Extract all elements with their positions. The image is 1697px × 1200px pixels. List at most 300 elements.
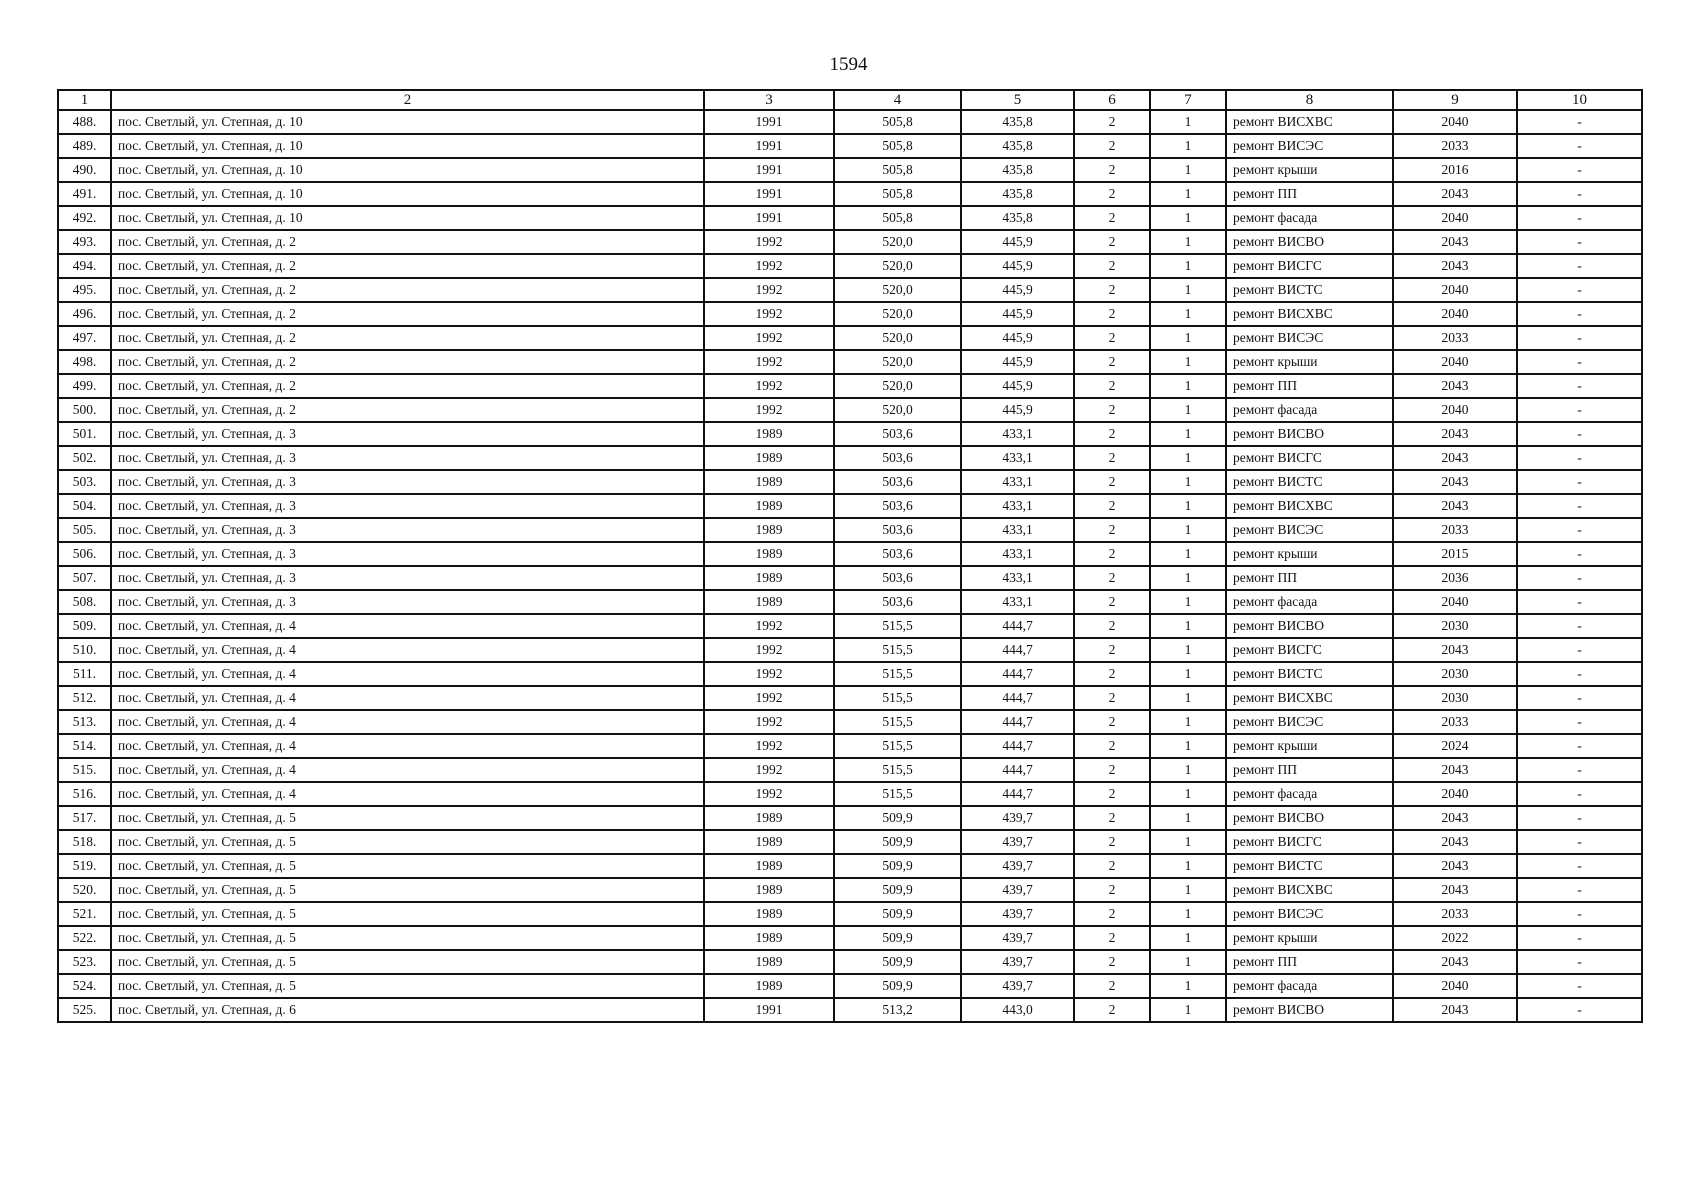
work-type-cell: ремонт ВИСГС (1226, 638, 1393, 662)
entrances-cell: 1 (1150, 470, 1226, 494)
note-cell: - (1517, 134, 1642, 158)
column-header: 5 (961, 90, 1074, 110)
living-area-cell: 444,7 (961, 734, 1074, 758)
row-number-cell: 525. (58, 998, 111, 1022)
address-cell: пос. Светлый, ул. Степная, д. 2 (111, 302, 704, 326)
note-cell: - (1517, 422, 1642, 446)
floors-cell: 2 (1074, 590, 1150, 614)
living-area-cell: 439,7 (961, 974, 1074, 998)
table-row (58, 398, 1642, 422)
note-cell: - (1517, 878, 1642, 902)
note-cell: - (1517, 710, 1642, 734)
planned-year-cell: 2033 (1393, 134, 1517, 158)
row-number-cell: 496. (58, 302, 111, 326)
column-header: 9 (1393, 90, 1517, 110)
floors-cell: 2 (1074, 518, 1150, 542)
floors-cell: 2 (1074, 998, 1150, 1022)
living-area-cell: 445,9 (961, 302, 1074, 326)
note-cell: - (1517, 590, 1642, 614)
note-cell: - (1517, 350, 1642, 374)
address-cell: пос. Светлый, ул. Степная, д. 5 (111, 806, 704, 830)
row-number-cell: 497. (58, 326, 111, 350)
total-area-cell: 515,5 (834, 614, 961, 638)
table-row (58, 374, 1642, 398)
address-cell: пос. Светлый, ул. Степная, д. 10 (111, 158, 704, 182)
living-area-cell: 433,1 (961, 590, 1074, 614)
living-area-cell: 439,7 (961, 950, 1074, 974)
work-type-cell: ремонт фасада (1226, 782, 1393, 806)
work-type-cell: ремонт ВИСТС (1226, 662, 1393, 686)
total-area-cell: 509,9 (834, 902, 961, 926)
total-area-cell: 509,9 (834, 950, 961, 974)
living-area-cell: 445,9 (961, 254, 1074, 278)
living-area-cell: 433,1 (961, 422, 1074, 446)
total-area-cell: 503,6 (834, 566, 961, 590)
planned-year-cell: 2015 (1393, 542, 1517, 566)
work-type-cell: ремонт крыши (1226, 158, 1393, 182)
row-number-cell: 509. (58, 614, 111, 638)
row-number-cell: 491. (58, 182, 111, 206)
floors-cell: 2 (1074, 758, 1150, 782)
column-header: 10 (1517, 90, 1642, 110)
table-row (58, 230, 1642, 254)
year-cell: 1989 (704, 974, 834, 998)
total-area-cell: 505,8 (834, 134, 961, 158)
work-type-cell: ремонт ВИСЭС (1226, 134, 1393, 158)
living-area-cell: 433,1 (961, 470, 1074, 494)
floors-cell: 2 (1074, 734, 1150, 758)
column-header: 8 (1226, 90, 1393, 110)
year-cell: 1989 (704, 878, 834, 902)
work-type-cell: ремонт фасада (1226, 206, 1393, 230)
table-row (58, 758, 1642, 782)
total-area-cell: 515,5 (834, 686, 961, 710)
total-area-cell: 509,9 (834, 926, 961, 950)
living-area-cell: 444,7 (961, 662, 1074, 686)
address-cell: пос. Светлый, ул. Степная, д. 5 (111, 974, 704, 998)
total-area-cell: 520,0 (834, 398, 961, 422)
work-type-cell: ремонт ВИСХВС (1226, 878, 1393, 902)
note-cell: - (1517, 782, 1642, 806)
address-cell: пос. Светлый, ул. Степная, д. 5 (111, 926, 704, 950)
planned-year-cell: 2043 (1393, 182, 1517, 206)
table-row (58, 446, 1642, 470)
entrances-cell: 1 (1150, 518, 1226, 542)
floors-cell: 2 (1074, 926, 1150, 950)
floors-cell: 2 (1074, 830, 1150, 854)
note-cell: - (1517, 278, 1642, 302)
living-area-cell: 445,9 (961, 278, 1074, 302)
address-cell: пос. Светлый, ул. Степная, д. 3 (111, 542, 704, 566)
note-cell: - (1517, 542, 1642, 566)
total-area-cell: 505,8 (834, 182, 961, 206)
entrances-cell: 1 (1150, 686, 1226, 710)
planned-year-cell: 2043 (1393, 422, 1517, 446)
address-cell: пос. Светлый, ул. Степная, д. 4 (111, 638, 704, 662)
address-cell: пос. Светлый, ул. Степная, д. 2 (111, 350, 704, 374)
row-number-cell: 505. (58, 518, 111, 542)
planned-year-cell: 2016 (1393, 158, 1517, 182)
address-cell: пос. Светлый, ул. Степная, д. 3 (111, 446, 704, 470)
year-cell: 1992 (704, 398, 834, 422)
living-area-cell: 433,1 (961, 542, 1074, 566)
entrances-cell: 1 (1150, 998, 1226, 1022)
row-number-cell: 513. (58, 710, 111, 734)
total-area-cell: 515,5 (834, 638, 961, 662)
floors-cell: 2 (1074, 950, 1150, 974)
floors-cell: 2 (1074, 638, 1150, 662)
planned-year-cell: 2033 (1393, 710, 1517, 734)
work-type-cell: ремонт ВИСГС (1226, 446, 1393, 470)
year-cell: 1989 (704, 854, 834, 878)
year-cell: 1992 (704, 782, 834, 806)
entrances-cell: 1 (1150, 110, 1226, 134)
table-row (58, 614, 1642, 638)
table-row (58, 206, 1642, 230)
work-type-cell: ремонт ВИСХВС (1226, 686, 1393, 710)
year-cell: 1991 (704, 110, 834, 134)
work-type-cell: ремонт ВИСВО (1226, 998, 1393, 1022)
note-cell: - (1517, 230, 1642, 254)
table-row (58, 134, 1642, 158)
address-cell: пос. Светлый, ул. Степная, д. 5 (111, 902, 704, 926)
row-number-cell: 515. (58, 758, 111, 782)
work-type-cell: ремонт ПП (1226, 950, 1393, 974)
address-cell: пос. Светлый, ул. Степная, д. 3 (111, 494, 704, 518)
row-number-cell: 495. (58, 278, 111, 302)
planned-year-cell: 2030 (1393, 686, 1517, 710)
living-area-cell: 439,7 (961, 878, 1074, 902)
note-cell: - (1517, 110, 1642, 134)
entrances-cell: 1 (1150, 350, 1226, 374)
entrances-cell: 1 (1150, 566, 1226, 590)
total-area-cell: 509,9 (834, 878, 961, 902)
address-cell: пос. Светлый, ул. Степная, д. 10 (111, 206, 704, 230)
year-cell: 1989 (704, 422, 834, 446)
entrances-cell: 1 (1150, 638, 1226, 662)
planned-year-cell: 2043 (1393, 230, 1517, 254)
living-area-cell: 445,9 (961, 350, 1074, 374)
address-cell: пос. Светлый, ул. Степная, д. 5 (111, 878, 704, 902)
note-cell: - (1517, 614, 1642, 638)
address-cell: пос. Светлый, ул. Степная, д. 5 (111, 950, 704, 974)
living-area-cell: 445,9 (961, 398, 1074, 422)
year-cell: 1992 (704, 734, 834, 758)
entrances-cell: 1 (1150, 662, 1226, 686)
living-area-cell: 444,7 (961, 614, 1074, 638)
table-row (58, 782, 1642, 806)
work-type-cell: ремонт ВИСХВС (1226, 494, 1393, 518)
address-cell: пос. Светлый, ул. Степная, д. 10 (111, 182, 704, 206)
row-number-cell: 499. (58, 374, 111, 398)
column-header: 6 (1074, 90, 1150, 110)
table-row (58, 590, 1642, 614)
work-type-cell: ремонт ВИСВО (1226, 614, 1393, 638)
total-area-cell: 520,0 (834, 350, 961, 374)
address-cell: пос. Светлый, ул. Степная, д. 2 (111, 326, 704, 350)
floors-cell: 2 (1074, 350, 1150, 374)
total-area-cell: 503,6 (834, 518, 961, 542)
total-area-cell: 520,0 (834, 326, 961, 350)
row-number-cell: 522. (58, 926, 111, 950)
year-cell: 1992 (704, 614, 834, 638)
living-area-cell: 445,9 (961, 326, 1074, 350)
total-area-cell: 509,9 (834, 830, 961, 854)
entrances-cell: 1 (1150, 806, 1226, 830)
row-number-cell: 507. (58, 566, 111, 590)
table-row (58, 902, 1642, 926)
address-cell: пос. Светлый, ул. Степная, д. 4 (111, 614, 704, 638)
table-row (58, 878, 1642, 902)
floors-cell: 2 (1074, 302, 1150, 326)
row-number-cell: 504. (58, 494, 111, 518)
note-cell: - (1517, 950, 1642, 974)
entrances-cell: 1 (1150, 398, 1226, 422)
entrances-cell: 1 (1150, 926, 1226, 950)
floors-cell: 2 (1074, 974, 1150, 998)
year-cell: 1991 (704, 206, 834, 230)
table-row (58, 302, 1642, 326)
year-cell: 1989 (704, 470, 834, 494)
entrances-cell: 1 (1150, 950, 1226, 974)
planned-year-cell: 2043 (1393, 254, 1517, 278)
entrances-cell: 1 (1150, 158, 1226, 182)
address-cell: пос. Светлый, ул. Степная, д. 3 (111, 470, 704, 494)
total-area-cell: 509,9 (834, 806, 961, 830)
address-cell: пос. Светлый, ул. Степная, д. 10 (111, 134, 704, 158)
row-number-cell: 511. (58, 662, 111, 686)
note-cell: - (1517, 902, 1642, 926)
work-type-cell: ремонт крыши (1226, 350, 1393, 374)
note-cell: - (1517, 182, 1642, 206)
entrances-cell: 1 (1150, 974, 1226, 998)
year-cell: 1989 (704, 518, 834, 542)
note-cell: - (1517, 470, 1642, 494)
planned-year-cell: 2024 (1393, 734, 1517, 758)
year-cell: 1992 (704, 350, 834, 374)
year-cell: 1991 (704, 134, 834, 158)
planned-year-cell: 2033 (1393, 518, 1517, 542)
living-area-cell: 435,8 (961, 182, 1074, 206)
year-cell: 1992 (704, 662, 834, 686)
living-area-cell: 444,7 (961, 638, 1074, 662)
planned-year-cell: 2040 (1393, 110, 1517, 134)
floors-cell: 2 (1074, 662, 1150, 686)
floors-cell: 2 (1074, 278, 1150, 302)
year-cell: 1992 (704, 710, 834, 734)
address-cell: пос. Светлый, ул. Степная, д. 3 (111, 590, 704, 614)
note-cell: - (1517, 494, 1642, 518)
note-cell: - (1517, 158, 1642, 182)
table-row (58, 686, 1642, 710)
year-cell: 1992 (704, 230, 834, 254)
row-number-cell: 503. (58, 470, 111, 494)
table-row (58, 158, 1642, 182)
planned-year-cell: 2043 (1393, 494, 1517, 518)
total-area-cell: 503,6 (834, 470, 961, 494)
work-type-cell: ремонт ВИСВО (1226, 230, 1393, 254)
work-type-cell: ремонт крыши (1226, 734, 1393, 758)
total-area-cell: 503,6 (834, 422, 961, 446)
table-row (58, 110, 1642, 134)
floors-cell: 2 (1074, 782, 1150, 806)
address-cell: пос. Светлый, ул. Степная, д. 4 (111, 662, 704, 686)
note-cell: - (1517, 806, 1642, 830)
floors-cell: 2 (1074, 614, 1150, 638)
floors-cell: 2 (1074, 446, 1150, 470)
total-area-cell: 503,6 (834, 590, 961, 614)
year-cell: 1989 (704, 542, 834, 566)
address-cell: пос. Светлый, ул. Степная, д. 4 (111, 782, 704, 806)
row-number-cell: 508. (58, 590, 111, 614)
address-cell: пос. Светлый, ул. Степная, д. 4 (111, 734, 704, 758)
planned-year-cell: 2040 (1393, 974, 1517, 998)
work-type-cell: ремонт фасада (1226, 974, 1393, 998)
year-cell: 1992 (704, 326, 834, 350)
address-cell: пос. Светлый, ул. Степная, д. 4 (111, 710, 704, 734)
address-cell: пос. Светлый, ул. Степная, д. 5 (111, 854, 704, 878)
address-cell: пос. Светлый, ул. Степная, д. 4 (111, 686, 704, 710)
floors-cell: 2 (1074, 206, 1150, 230)
address-cell: пос. Светлый, ул. Степная, д. 6 (111, 998, 704, 1022)
floors-cell: 2 (1074, 470, 1150, 494)
table-row (58, 254, 1642, 278)
work-type-cell: ремонт крыши (1226, 542, 1393, 566)
total-area-cell: 515,5 (834, 758, 961, 782)
row-number-cell: 493. (58, 230, 111, 254)
entrances-cell: 1 (1150, 710, 1226, 734)
note-cell: - (1517, 326, 1642, 350)
column-header: 2 (111, 90, 704, 110)
row-number-cell: 501. (58, 422, 111, 446)
floors-cell: 2 (1074, 398, 1150, 422)
floors-cell: 2 (1074, 182, 1150, 206)
work-type-cell: ремонт ВИСЭС (1226, 710, 1393, 734)
entrances-cell: 1 (1150, 494, 1226, 518)
living-area-cell: 435,8 (961, 134, 1074, 158)
living-area-cell: 445,9 (961, 230, 1074, 254)
row-number-cell: 489. (58, 134, 111, 158)
living-area-cell: 435,8 (961, 206, 1074, 230)
year-cell: 1992 (704, 686, 834, 710)
note-cell: - (1517, 398, 1642, 422)
living-area-cell: 443,0 (961, 998, 1074, 1022)
table-row (58, 710, 1642, 734)
note-cell: - (1517, 854, 1642, 878)
year-cell: 1989 (704, 446, 834, 470)
floors-cell: 2 (1074, 254, 1150, 278)
table-row (58, 830, 1642, 854)
total-area-cell: 515,5 (834, 662, 961, 686)
total-area-cell: 520,0 (834, 302, 961, 326)
column-header: 7 (1150, 90, 1226, 110)
entrances-cell: 1 (1150, 542, 1226, 566)
table-row (58, 350, 1642, 374)
planned-year-cell: 2040 (1393, 590, 1517, 614)
year-cell: 1991 (704, 182, 834, 206)
table-row (58, 638, 1642, 662)
year-cell: 1992 (704, 302, 834, 326)
row-number-cell: 521. (58, 902, 111, 926)
living-area-cell: 445,9 (961, 374, 1074, 398)
planned-year-cell: 2040 (1393, 302, 1517, 326)
total-area-cell: 520,0 (834, 254, 961, 278)
row-number-cell: 510. (58, 638, 111, 662)
note-cell: - (1517, 302, 1642, 326)
note-cell: - (1517, 374, 1642, 398)
note-cell: - (1517, 734, 1642, 758)
floors-cell: 2 (1074, 806, 1150, 830)
column-header: 1 (58, 90, 111, 110)
note-cell: - (1517, 446, 1642, 470)
living-area-cell: 433,1 (961, 566, 1074, 590)
entrances-cell: 1 (1150, 830, 1226, 854)
living-area-cell: 435,8 (961, 110, 1074, 134)
entrances-cell: 1 (1150, 206, 1226, 230)
floors-cell: 2 (1074, 566, 1150, 590)
total-area-cell: 513,2 (834, 998, 961, 1022)
note-cell: - (1517, 638, 1642, 662)
living-area-cell: 439,7 (961, 902, 1074, 926)
entrances-cell: 1 (1150, 446, 1226, 470)
floors-cell: 2 (1074, 542, 1150, 566)
table-row (58, 566, 1642, 590)
year-cell: 1989 (704, 902, 834, 926)
total-area-cell: 509,9 (834, 854, 961, 878)
entrances-cell: 1 (1150, 230, 1226, 254)
note-cell: - (1517, 758, 1642, 782)
planned-year-cell: 2043 (1393, 998, 1517, 1022)
entrances-cell: 1 (1150, 614, 1226, 638)
row-number-cell: 506. (58, 542, 111, 566)
work-type-cell: ремонт ПП (1226, 182, 1393, 206)
table-row (58, 734, 1642, 758)
row-number-cell: 488. (58, 110, 111, 134)
total-area-cell: 505,8 (834, 206, 961, 230)
entrances-cell: 1 (1150, 326, 1226, 350)
floors-cell: 2 (1074, 710, 1150, 734)
planned-year-cell: 2043 (1393, 638, 1517, 662)
year-cell: 1991 (704, 998, 834, 1022)
work-type-cell: ремонт фасада (1226, 590, 1393, 614)
work-type-cell: ремонт ВИСГС (1226, 830, 1393, 854)
living-area-cell: 444,7 (961, 758, 1074, 782)
year-cell: 1989 (704, 806, 834, 830)
planned-year-cell: 2040 (1393, 278, 1517, 302)
entrances-cell: 1 (1150, 422, 1226, 446)
row-number-cell: 498. (58, 350, 111, 374)
address-cell: пос. Светлый, ул. Степная, д. 3 (111, 518, 704, 542)
floors-cell: 2 (1074, 902, 1150, 926)
total-area-cell: 505,8 (834, 110, 961, 134)
total-area-cell: 515,5 (834, 710, 961, 734)
entrances-cell: 1 (1150, 878, 1226, 902)
table-row (58, 182, 1642, 206)
address-cell: пос. Светлый, ул. Степная, д. 4 (111, 758, 704, 782)
floors-cell: 2 (1074, 158, 1150, 182)
note-cell: - (1517, 998, 1642, 1022)
note-cell: - (1517, 518, 1642, 542)
row-number-cell: 524. (58, 974, 111, 998)
planned-year-cell: 2043 (1393, 830, 1517, 854)
table-row (58, 998, 1642, 1022)
year-cell: 1989 (704, 926, 834, 950)
planned-year-cell: 2033 (1393, 902, 1517, 926)
total-area-cell: 515,5 (834, 734, 961, 758)
work-type-cell: ремонт ПП (1226, 374, 1393, 398)
note-cell: - (1517, 566, 1642, 590)
living-area-cell: 439,7 (961, 926, 1074, 950)
